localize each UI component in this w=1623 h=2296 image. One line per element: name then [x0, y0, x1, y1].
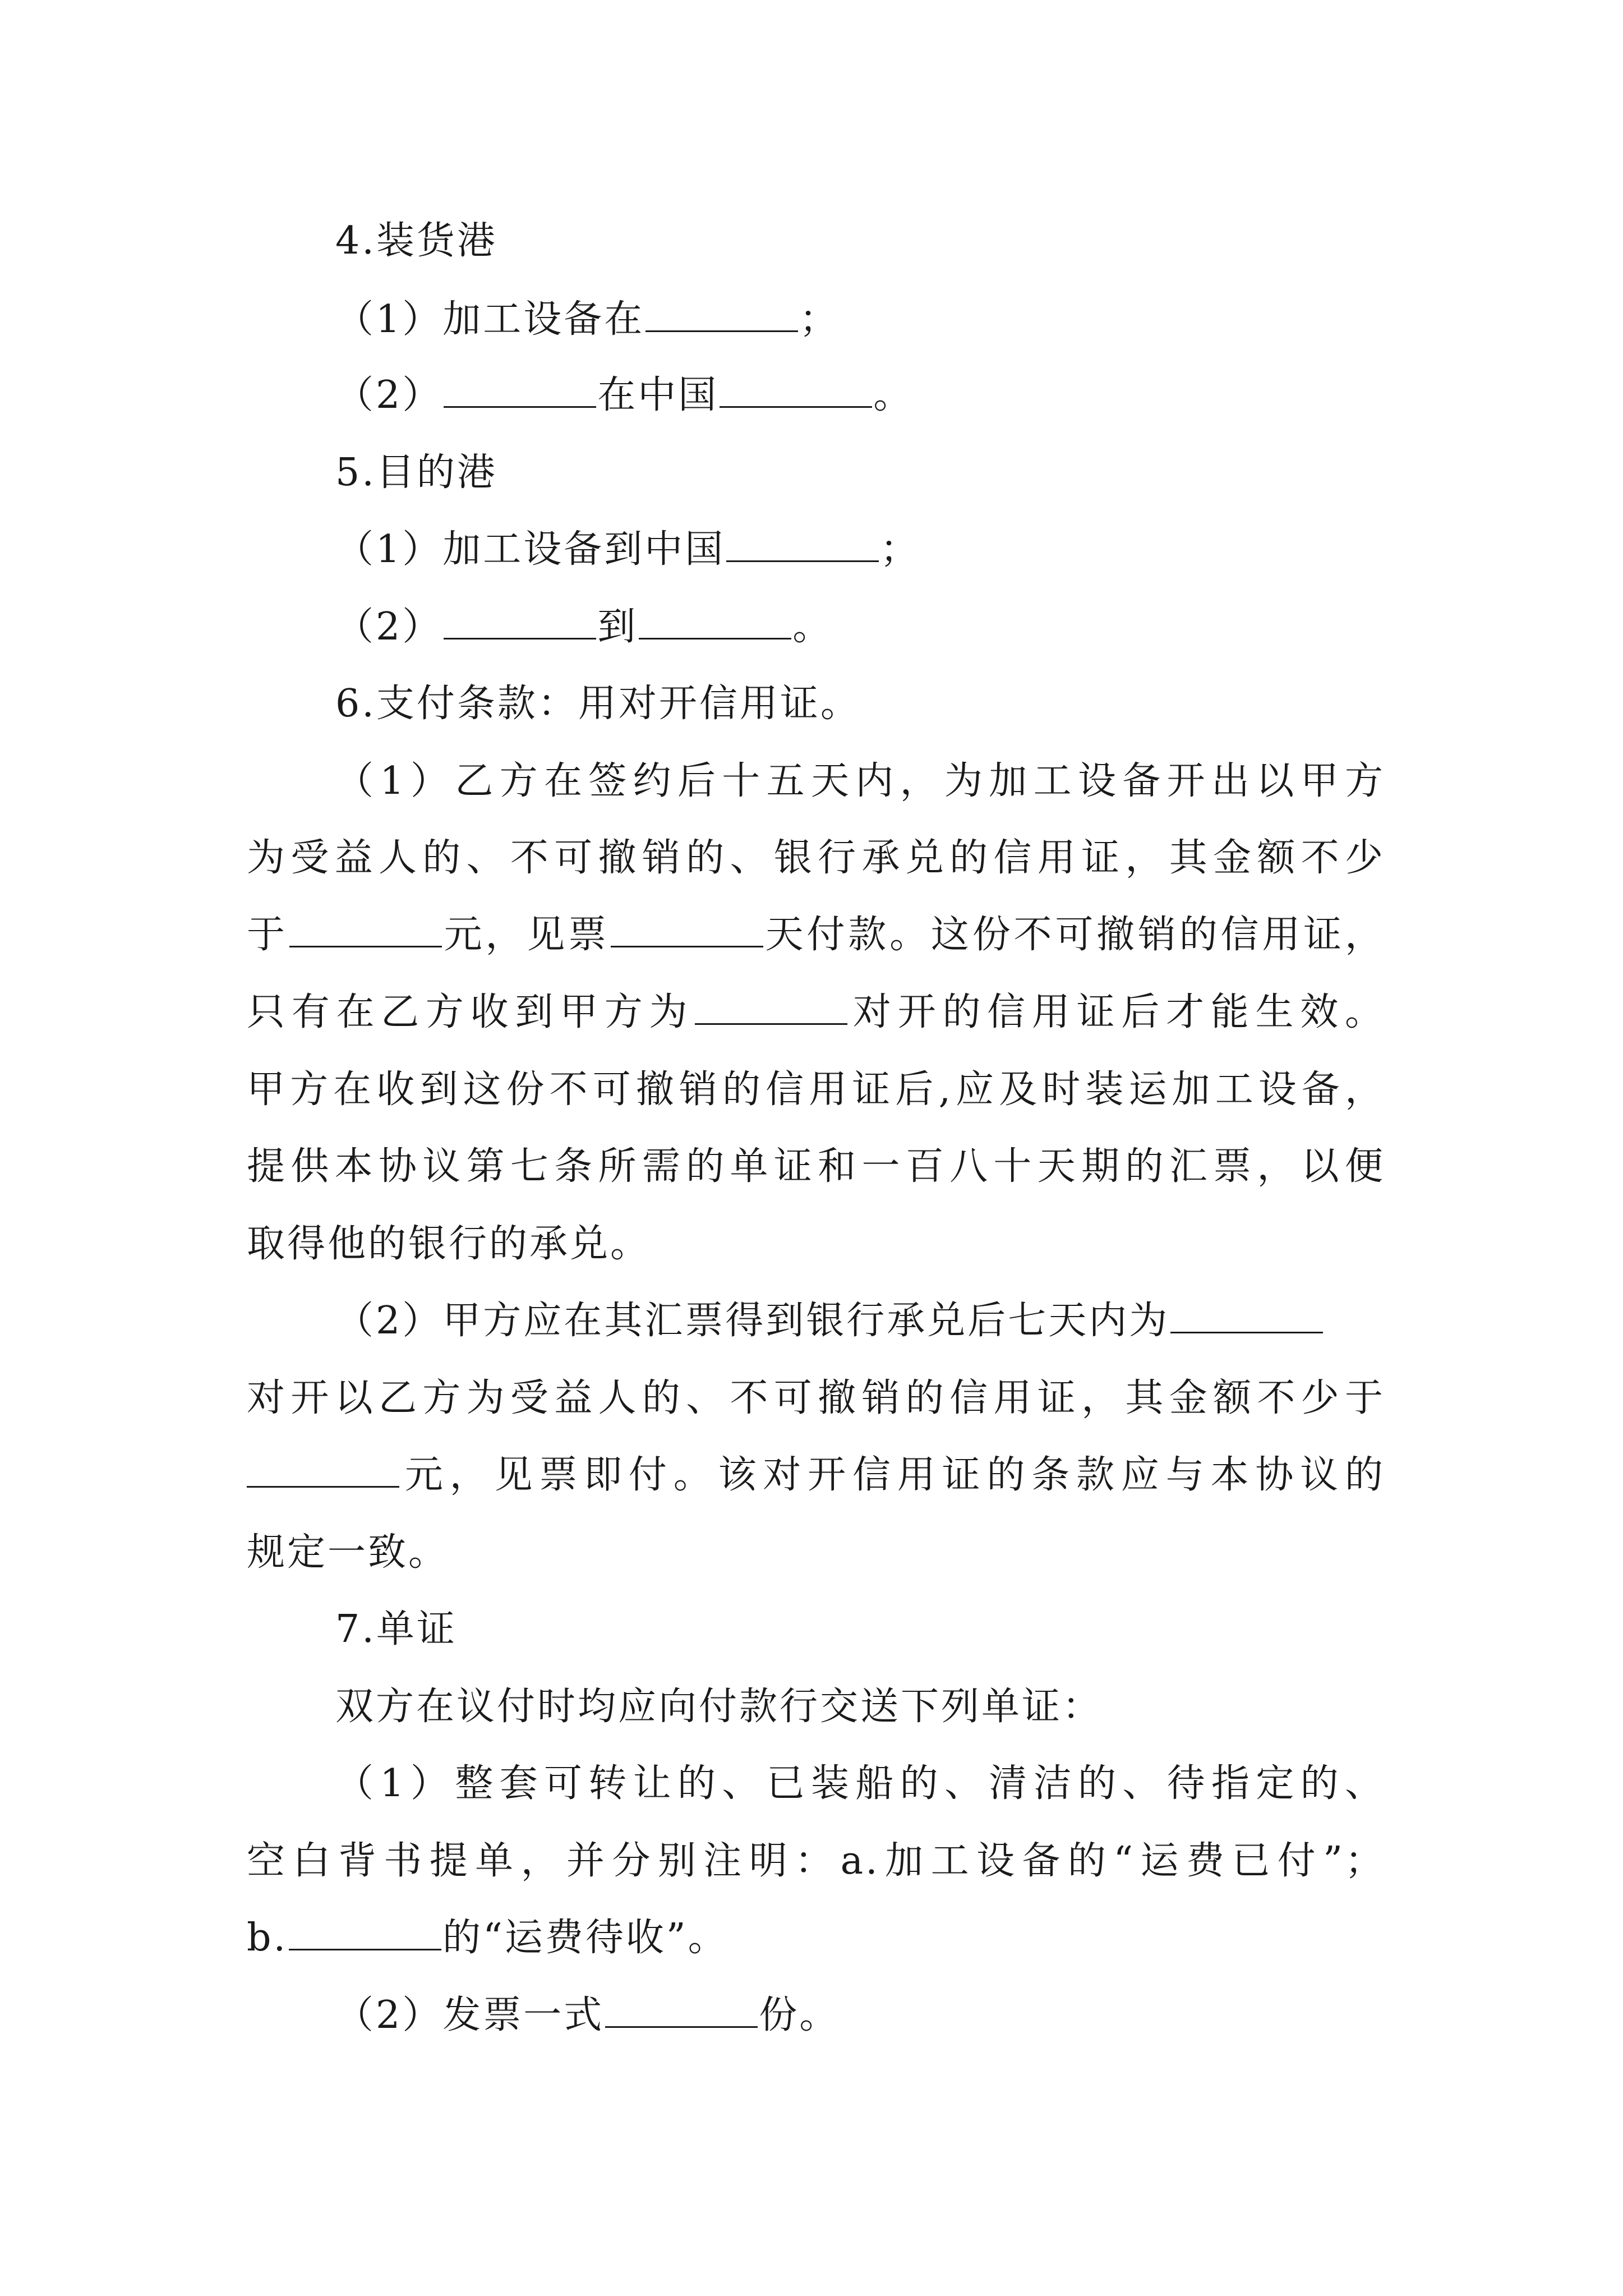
text: 。: [873, 373, 914, 417]
section-4-item-1: [335, 292, 1474, 348]
text: 6.支付条款：用对开信用证。: [335, 682, 861, 726]
paragraph-line: [247, 1910, 1385, 1966]
text: 对开以乙方为受益人的、不可撤销的信用证，其金额不少于: [247, 1376, 1385, 1420]
text: 于: [247, 913, 288, 957]
fill-in-blank: [720, 372, 872, 408]
text: 4.装货港: [335, 219, 497, 263]
text: （1）乙方在签约后十五天内，为加工设备开出以甲方: [335, 759, 1385, 803]
text: 提供本协议第七条所需的单证和一百八十天期的汇票，以便: [247, 1144, 1385, 1189]
fill-in-blank: [726, 527, 879, 562]
text: 天付款。这份不可撤销的信用证，: [764, 913, 1385, 957]
text: （2）: [335, 605, 443, 649]
text: 的“运费待收”。: [442, 1916, 728, 1960]
paragraph-line: [335, 1987, 1474, 2044]
text: 份。: [759, 1993, 840, 2037]
text: 甲方在收到这份不可撤销的信用证后,应及时装运加工设备，: [247, 1068, 1385, 1112]
fill-in-blank: [611, 912, 763, 947]
fill-in-blank: [247, 1452, 399, 1488]
text: ；: [880, 527, 921, 572]
text: （2）: [335, 373, 443, 417]
section-6-heading: [335, 676, 1474, 732]
text: 元，见票: [442, 913, 610, 957]
fill-in-blank: [639, 604, 791, 639]
paragraph-line: [247, 1833, 1385, 1889]
paragraph-line: [247, 1216, 1385, 1272]
section-5-heading: [335, 445, 1474, 501]
text: 到: [597, 605, 638, 649]
text: 。: [792, 605, 833, 649]
fill-in-blank: [645, 297, 798, 332]
paragraph-line: [335, 1756, 1385, 1812]
paragraph-line: [247, 1139, 1385, 1195]
fill-in-blank: [1170, 1298, 1323, 1333]
text: 空白背书提单，并分别注明：a.加工设备的“运费已付”；: [247, 1839, 1385, 1883]
text: 规定一致。: [247, 1530, 449, 1575]
text: （2）甲方应在其汇票得到银行承兑后七天内为: [335, 1299, 1170, 1343]
paragraph-line: [247, 984, 1385, 1041]
text: 元，见票即付。该对开信用证的条款应与本协议的: [400, 1453, 1385, 1497]
text: 取得他的银行的承兑。: [247, 1222, 651, 1266]
text: 为受益人的、不可撤销的、银行承兑的信用证，其金额不少: [247, 836, 1385, 880]
text: 对开的信用证后才能生效。: [849, 990, 1385, 1034]
text: （1）加工设备在: [335, 297, 645, 342]
text: 只有在乙方收到甲方为: [247, 990, 694, 1034]
fill-in-blank: [289, 1915, 441, 1950]
fill-in-blank: [444, 372, 596, 408]
fill-in-blank: [695, 990, 847, 1025]
paragraph-line: [335, 1679, 1474, 1735]
section-4-item-2: [335, 367, 1474, 424]
paragraph-line: [247, 1062, 1385, 1118]
text: b.: [247, 1916, 288, 1960]
section-5-item-1: [335, 522, 1474, 578]
text: （1）加工设备到中国: [335, 527, 726, 572]
paragraph-line: [247, 1370, 1385, 1427]
section-5-item-2: [335, 599, 1474, 655]
paragraph-line: [247, 907, 1385, 963]
fill-in-blank: [289, 912, 442, 947]
paragraph-line: [247, 1447, 1385, 1503]
text: ；: [799, 297, 840, 342]
text: （1）整套可转让的、已装船的、清洁的、待指定的、: [335, 1761, 1385, 1806]
fill-in-blank: [444, 604, 596, 639]
text: 在中国: [597, 373, 719, 417]
section-4-heading: [335, 213, 1474, 269]
text: 7.单证: [335, 1607, 457, 1651]
text: （2）发票一式: [335, 1993, 605, 2037]
paragraph-line: [247, 1525, 1385, 1581]
section-7-heading: [335, 1602, 1474, 1658]
text: 双方在议付时均应向付款行交送下列单证：: [335, 1685, 1103, 1729]
paragraph-line: [335, 753, 1385, 809]
paragraph-line: [335, 1293, 1385, 1349]
text: 5.目的港: [335, 450, 497, 495]
fill-in-blank: [605, 1993, 758, 2028]
paragraph-line: [247, 830, 1385, 886]
